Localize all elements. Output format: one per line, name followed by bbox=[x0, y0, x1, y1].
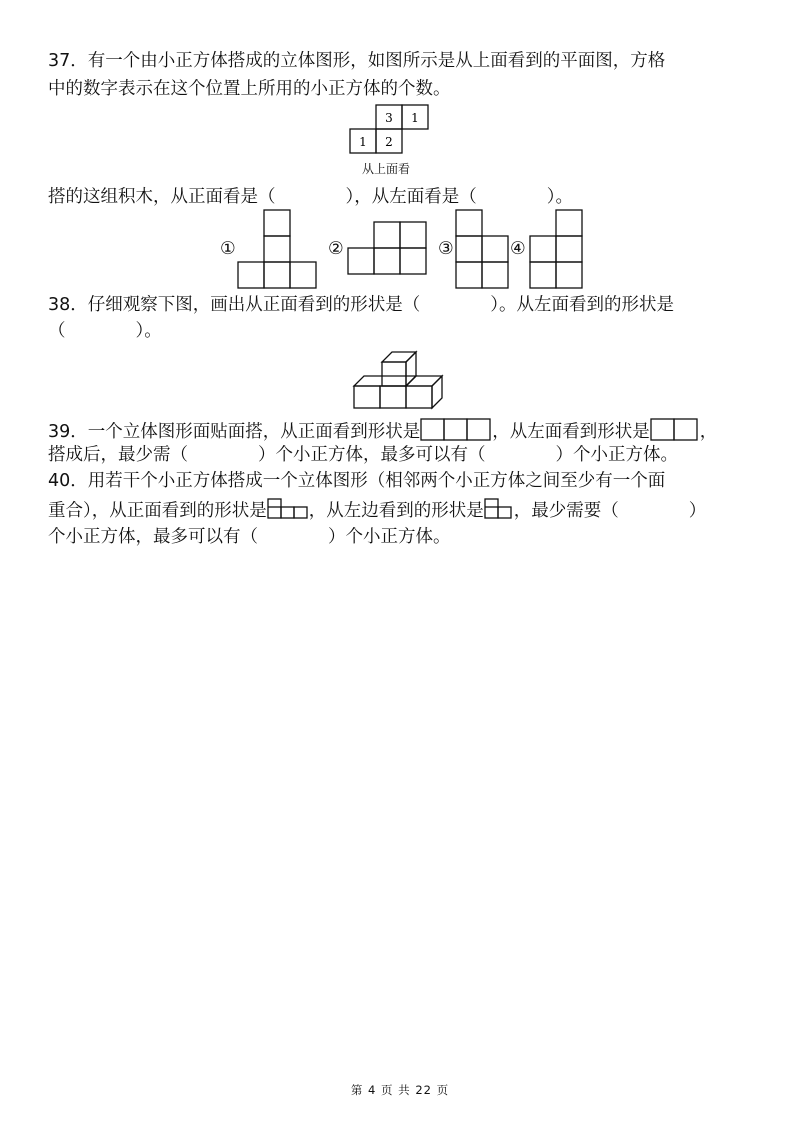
q40-line1: 40．用若干个小正方体搭成一个立体图形（相邻两个小正方体之间至少有一个面 bbox=[48, 471, 666, 491]
q40-line2 bbox=[48, 498, 706, 522]
q37-option-2-label: ② bbox=[328, 239, 344, 259]
grid-number: 2 bbox=[385, 135, 393, 149]
q39-text-a: 39．一个立体图形面贴面搭，从正面看到形状是 bbox=[48, 422, 421, 442]
q39-line2: 搭成后，最少需（ ）个小正方体，最多可以有（ ）个小正方体。 bbox=[48, 445, 678, 465]
grid-number: 3 bbox=[385, 111, 393, 125]
q39-text-c: ， bbox=[699, 422, 718, 442]
q40-text-a: 重合），从正面看到的形状是 bbox=[48, 501, 267, 521]
q40-line3: 个小正方体，最多可以有（ ）个小正方体。 bbox=[48, 527, 451, 547]
q37-option-4-label: ④ bbox=[510, 239, 526, 259]
page-footer: 第 4 页 共 22 页 bbox=[350, 1083, 450, 1097]
q40-left-view-shape bbox=[484, 498, 514, 520]
q40-text-b: ，从左边看到的形状是 bbox=[308, 501, 484, 521]
q38-isometric-figure bbox=[352, 342, 462, 412]
q40-text-c: ，最少需要（ ） bbox=[513, 501, 707, 521]
q37-line2: 中的数字表示在这个位置上所用的小正方体的个数。 bbox=[48, 79, 451, 99]
q37-caption: 从上面看 bbox=[362, 162, 411, 176]
q40-front-view-shape bbox=[267, 498, 309, 520]
q37-option-4-figure bbox=[530, 208, 590, 288]
grid-number: 1 bbox=[359, 135, 367, 149]
q38-line2: （ ）。 bbox=[48, 321, 162, 341]
q37-option-1-label: ① bbox=[220, 239, 236, 259]
q37-top-view-grid bbox=[348, 104, 438, 164]
q39-text-b: ，从左面看到形状是 bbox=[492, 422, 650, 442]
q37-option-3-figure bbox=[456, 208, 516, 288]
q39-front-view-shape bbox=[420, 418, 492, 442]
q39-line1 bbox=[48, 418, 717, 443]
q37-option-1-figure bbox=[238, 208, 318, 288]
q37-line3: 搭的这组积木，从正面看是（ ），从左面看是（ ）。 bbox=[48, 187, 573, 207]
q37-option-2-figure bbox=[348, 222, 430, 276]
grid-number: 1 bbox=[411, 111, 419, 125]
q37-line1: 37．有一个由小正方体搭成的立体图形，如图所示是从上面看到的平面图，方格 bbox=[48, 51, 666, 71]
q39-left-view-shape bbox=[650, 418, 700, 442]
q37-option-3-label: ③ bbox=[438, 239, 454, 259]
q38-line1: 38．仔细观察下图，画出从正面看到的形状是（ ）。从左面看到的形状是 bbox=[48, 295, 675, 315]
